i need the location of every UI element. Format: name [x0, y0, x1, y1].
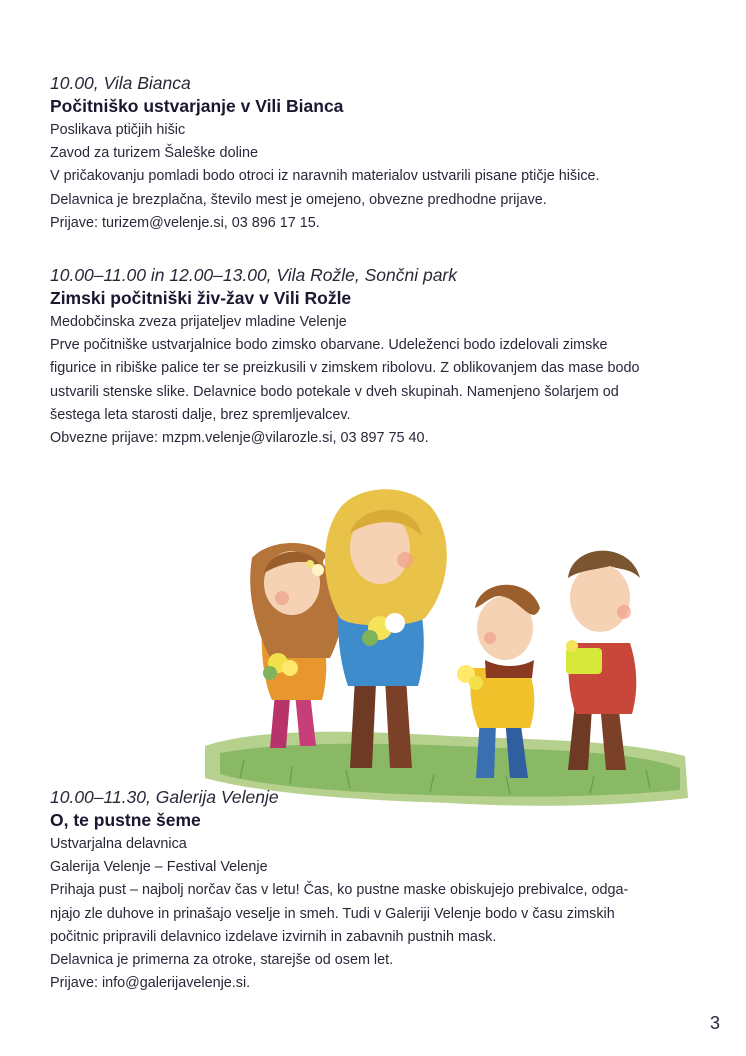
- event-description: Delavnica je brezplačna, število mest je omejeno, obvezne predhodne prijave.: [50, 191, 547, 208]
- event-title: O, te pustne šeme: [50, 810, 201, 830]
- event-block: [50, 264, 700, 450]
- event-description: figurice in ribiške palice ter se preizkusili v zimskem ribolovu. Z oblikovanjem das mase bodo: [50, 360, 640, 377]
- event-time: 10.00–11.00 in 12.00–13.00, Vila Rožle, Sončni park: [50, 265, 458, 285]
- event-description: šestega leta starosti dalje, brez spremljevalcev.: [50, 406, 351, 423]
- event-title: Počitniško ustvarjanje v Vili Bianca: [50, 96, 344, 116]
- children-walking-illustration: [200, 478, 690, 823]
- event-organizer: Galerija Velenje – Festival Velenje: [50, 859, 268, 876]
- event-description: Prihaja pust – najbolj norčav čas v letu! Čas, ko pustne maske obiskujejo prebivalce, odga-: [50, 882, 629, 899]
- event-description: njajo zle duhove in prinašajo veselje in smeh. Tudi v Galeriji Velenje bodo v času zimskih: [50, 905, 615, 922]
- event-time: 10.00, Vila Bianca: [50, 73, 191, 93]
- page-number: 3: [709, 1013, 720, 1033]
- event-title: Zimski počitniški živ-žav v Vili Rožle: [50, 288, 352, 308]
- event-organizer: Medobčinska zveza prijateljev mladine Velenje: [50, 314, 347, 330]
- event-subtitle: Ustvarjalna delavnica: [50, 836, 187, 852]
- event-description: počitnic pripravili delavnico izdelave izvirnih in zabavnih pustnih mask.: [50, 928, 497, 945]
- event-description: ustvarili stenske slike. Delavnice bodo potekale v dveh skupinah. Namenjeno šolarjem od: [50, 383, 619, 400]
- event-time: 10.00–11.30, Galerija Velenje: [50, 787, 279, 807]
- event-registration: Prijave: turizem@velenje.si, 03 896 17 15.: [50, 214, 320, 231]
- event-organizer: Zavod za turizem Šaleške doline: [50, 145, 258, 162]
- event-description: V pričakovanju pomladi bodo otroci iz naravnih materialov ustvarili pisane ptičje hišice.: [50, 168, 600, 185]
- child-figure-boy: [566, 551, 640, 770]
- event-block: [50, 786, 700, 995]
- event-description: Prve počitniške ustvarjalnice bodo zimsko obarvane. Udeleženci bodo izdelovali zimske: [50, 337, 608, 354]
- event-description: Delavnica je primerna za otroke, starejše od osem let.: [50, 952, 394, 969]
- event-registration: Obvezne prijave: mzpm.velenje@vilarozle.si, 03 897 75 40.: [50, 430, 429, 447]
- adult-figure-woman: [325, 489, 447, 768]
- event-block: [50, 72, 700, 235]
- event-registration: Prijave: info@galerijavelenje.si.: [50, 975, 251, 992]
- event-subtitle: Poslikava ptičjih hišic: [50, 122, 186, 138]
